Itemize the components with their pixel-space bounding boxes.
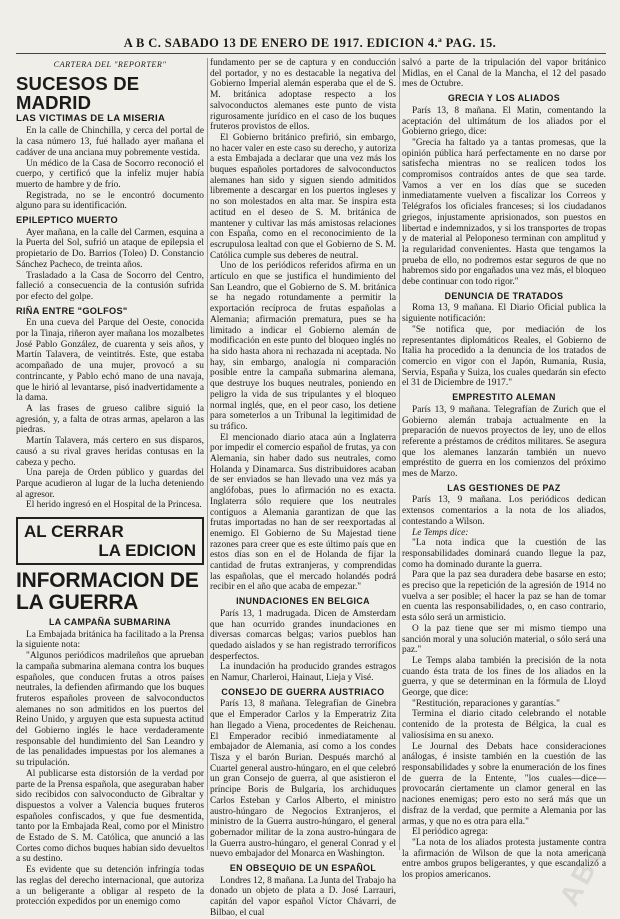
- paragraph: La Embajada británica ha facilitado a la Prensa la siguiente nota:: [16, 629, 204, 651]
- paragraph: Londres 12, 8 mañana. La Junta del Trabajo ha donado un objeto de plata a D. José Larrauri, capitán del vapor español Víctor Chávarri, de Bilbao, el cual: [210, 875, 397, 918]
- page-masthead: A B C. SABADO 13 DE ENERO DE 1917. EDICION 4.ª PAG. 15.: [123, 36, 497, 50]
- paragraph: Le Journal des Debats hace consideraciones análogas, é insiste también en la cuestión de las responsabilidades y sobre la enumeración de los fines de guerra de la Entente, "los cuales—dice—provocarán ciertamente un clamor general en las naciones enemigas; pero esto no será más que un disfraz de la verdad, que permite a Alemania por las armas, y que no es otra para ella.": [402, 741, 606, 827]
- abc-watermark: ABC: [553, 831, 616, 911]
- paragraph: Termina el diario citado celebrando el notable contenido de la protesta de Bélgica, la cual es valiosísima en su anexo.: [402, 709, 606, 741]
- byline: CARTERA DEL "REPORTER": [53, 60, 167, 69]
- box-line-1: AL CERRAR: [24, 522, 124, 542]
- subhead-victimas: LAS VICTIMAS DE LA MISERIA: [16, 112, 166, 124]
- paragraph: En una cueva del Parque del Oeste, conocida por la Tinaja, riñeron ayer mañana los mozalbetes José Pablo González, de cuarenta y seis años, y Martín Talavera, de veintitrés. Este, que estaba acompañado de una mujer, provocó a su contrincante, y Pablo echó mano de una navaja, que le hirió al levantarse, pisó inadvertidamente a la dama.: [16, 318, 204, 404]
- paragraph: Uno de los periódicos referidos afirma en un artículo en que se justifica el hundimiento del San Leandro, que el Gobierno de S. M. británica se ha negado rotundamente a permitir la exportación recíproca de frutas españolas a Alemania; afirmación prematura, pues se ha limitado a indicar el Gobierno alemán de modificación en este punto del bloqueo inglés no ha sido hasta ahora ni rechazada ni aceptada. No hay, sin embargo, analogía ni comparación posible entre la campaña submarina alemana, que destruye los buques neutrales, poniendo en peligro la vida de sus tripulantes y el bloqueo normal inglés, que, en el peor caso, los detiene para someterlos a un Tribunal la legitimidad de su tráfico.: [210, 261, 396, 432]
- subhead-emprestito: EMPRESTITO ALEMAN: [452, 392, 556, 403]
- masthead-rule: [16, 53, 606, 54]
- paragraph: El herido ingresó en el Hospital de la Princesa.: [26, 500, 202, 511]
- paragraph: "La nota indica que la cuestión de las responsabilidades dominará cuando llegue la paz, como ha dominado durante la guerra.: [402, 538, 606, 570]
- subhead-gestiones: LAS GESTIONES DE PAZ: [447, 482, 561, 493]
- paragraph: París 13, 9 mañana. Telegrafían de Zurich que el Gobierno alemán trabaja actualmente en la preparación de nuevos proyectos de ley, uno de ellos referente a préstamos de créditos militares. Se asegura que los alemanes lanzarán también un nuevo empréstito de guerra en los comienzos del próximo mes de Marzo.: [402, 404, 606, 480]
- subhead-denuncia: DENUNCIA DE TRATADOS: [444, 290, 564, 301]
- paragraph: Roma 13, 9 mañana. El Diario Oficial publica la siguiente notificación:: [402, 303, 606, 325]
- paragraph: Un médico de la Casa de Socorro reconoció el cuerpo, y certificó que la infeliz mujer había muerto de hambre y de frío.: [16, 158, 204, 190]
- paragraph: A las frases de grueso calibre siguió la agresión, y, a falta de otras armas, apelaron a las piedras.: [16, 403, 204, 436]
- paragraph: "Restitución, reparaciones y garantías.": [412, 698, 560, 709]
- paragraph: "Se notifica que, por mediación de los representantes diplomáticos Reales, el Gobierno de Italia ha procedido a la denuncia de los tratados de comercio en vigor con el Japón, Rumania, Rusia, Servia, España y Suiza, los cuales quedarán sin efecto el 31 de Diciembre de 1917.": [402, 324, 606, 389]
- paragraph: París 13, 8 mañana. El Matin, comentando la aceptación del ultimátum de los aliados por el Gobierno griego, dice:: [402, 105, 606, 138]
- paragraph: El Gobierno británico prefirió, sin embargo, no hacer valer en este caso su derecho, y autoriza a esta Embajada a declarar que una vez más los buques españoles portadores de salvoconductos alemanes han sido y siguen siendo admitidos libremente a descargar en los puertos ingleses y no son molestados en alta mar. Se inspira esta actitud en el deseo de S. M. británica de mantener y cultivar las más amistosas relaciones con España, como en el reconocimiento de la escrupulosa lealtad con que el Gobierno de S. M. Católica cumple sus deberes de neutral.: [210, 132, 396, 261]
- paragraph: París 13, 1 madrugada. Dicen de Amsterdam que han ocurrido grandes inundaciones en diversas comarcas belgas; varios pueblos han quedado aislados y se han registrado terroríficos desperfectos.: [210, 608, 396, 662]
- subhead-epileptico: EPILEPTICO MUERTO: [16, 215, 118, 226]
- column-divider: [207, 58, 208, 850]
- paragraph: Una pareja de Orden público y guardas del Parque acudieron al lugar de la lucha deteniendo al agresor.: [16, 468, 204, 500]
- paragraph: salvó a parte de la tripulación del vapor británico Midlas, en el Canal de la Mancha, el 12 del pasado mes de Octubre.: [402, 58, 606, 90]
- column-divider: [399, 58, 400, 850]
- box-line-2: LA EDICION: [98, 541, 196, 561]
- paragraph: Ayer mañana, en la calle del Carmen, esquina a la Puerta del Sol, sufrió un ataque de epilepsia el propietario de Do. Barrios (Toleo) D. Constancio Sánchez Pacheco, de treinta años.: [16, 227, 204, 270]
- paragraph: fundamento per se de captura y en conducción del portador, y no es destacable la negativa del Gobierno Imperial alemán esperaba que el de S. M. británica adoptase respecto a los salvoconductos alemanes este punto de vista rigurosamente jurídico en el caso de los buques fruteros provistos de ellos.: [210, 58, 396, 133]
- paragraph: Es evidente que su detención infringía todas las reglas del derecho internacional, que autoriza a un beligerante a obligar al respeto de la protección expedidos por un enemigo como: [16, 865, 204, 908]
- paragraph: O la paz tiene que ser mi mismo tiempo una sanción moral y una solución material, o sólo será una paz.": [402, 623, 606, 656]
- paragraph: En la calle de Chinchilla, y cerca del portal de la casa número 13, fué hallado ayer mañana el cadáver de una anciana muy pobremente vestida.: [16, 126, 204, 158]
- paragraph: El periódico agrega:: [412, 827, 489, 838]
- subhead-obsequio: EN OBSEQUIO DE UN ESPAÑOL: [229, 863, 377, 874]
- subhead-campana: LA CAMPAÑA SUBMARINA: [48, 617, 172, 628]
- subhead-rina: RIÑA ENTRE "GOLFOS": [16, 305, 128, 316]
- paragraph: "Algunos periódicos madrileños que aprueban la campaña submarina alemana contra los buques españoles, que conducen frutas a otros países neutrales, la defienden afirmando que los buques fruteros españoles proveen de salvoconductos alemanes no son admitidos en los puertos del Reino Unido, y arguyen que esta supuesta actitud del Gobierno inglés le hace verdaderamente responsable del hundimiento del San Leandro y de las penalidades impuestas por los alemanes a su tripulación.: [16, 651, 204, 769]
- paragraph: París 13, 8 mañana. Telegrafían de Ginebra que el Emperador Carlos y la Emperatriz Zita han llegado a Viena, procedentes de Reichenau. El Emperador recibió inmediatamente al embajador de Alemania, así como a los condes Tisza y el barón Burian. Después marchó al Cuartel general austro-húngaro, en el que celebró un gran Consejo de guerra, al que asistieron el príncipe Boris de Bulgaria, los archiduques Carlos Esteban y Carlos Alberto, el ministro austro-húngaro de Negocios Extranjeros, el ministro de la Guerra austro-húngaro, el general gobernador militar de la zona austro-húngara de la Guerra austro-húngaro, el general Conrad y el nuevo embajador del Monarca en Washington.: [210, 699, 396, 860]
- section-title-sucesos: SUCESOS DE MADRID: [16, 72, 140, 113]
- section-title-guerra: INFORMACION DE LA GUERRA: [16, 569, 199, 615]
- column-2: [210, 58, 397, 918]
- paragraph: La inundación ha producido grandes estragos en Namur, Charleroi, Hainaut, Lieja y Visé.: [210, 662, 396, 684]
- paragraph: Para que la paz sea duradera debe basarse en esto; es preciso que la repetición de la agresión de 1914 no vuelva a ser posible; el hacer la paz se han de tomar en cuenta las responsabilidades, o, en caso contrario, esta sólo será un armisticio.: [402, 570, 606, 624]
- paragraph: El mencionado diario ataca aún a Inglaterra por impedir el comercio español de frutas, ya con Alemania, sin haber dado sus neutrales, como Holanda y Dinamarca. Sus distribuidores acaban de ser enviados se han llevado una vez más ya anglófobas, pues lo afirmación no es exacta. Inglaterra sólo requiere que los neutrales contiguos a Alemania garantizan de que las frutas importadas no han de ser reexportadas al enemigo. El Gobierno de Su Majestad tiene razones para creer que es este último país que en estos días son en el de Holanda de fijar la cantidad de frutas extranjeras, y comprendidas las españolas, que el mercado holandés podrá recibir en el año que acaba de empezar.": [210, 432, 396, 593]
- paragraph: París 13, 9 mañana. Los periódicos dedican extensos comentarios a la nota de los aliados, contestando a Wilson.: [402, 495, 606, 527]
- column-1: [16, 58, 204, 908]
- paragraph: Trasladado a la Casa de Socorro del Centro, falleció a consecuencia de la contusión sufrida por efecto del golpe.: [16, 270, 204, 302]
- paragraph: Le Temps alaba también la precisión de la nota cuando ésta trata de los fines de los aliados en la guerra, y que se determinan en la fórmula de Lloyd George, que dice:: [402, 655, 606, 699]
- paragraph: Martín Talavera, más certero en sus disparos, causó a su rival graves heridas contusas en la cabeza y pecho.: [16, 436, 204, 468]
- paragraph: "Grecia ha faltado ya a tantas promesas, que la opinión pública hará perfectamente en no darse por satisfecha mientras no se realicen todos los compromisos contraídos antes de que sea tarde. Vamos a ver en los días que se suceden inmediatamente vuelven a fiscalizar los Correos y Telégrafos los oficiales franceses; si los ciudadanos griegos, injustamente aprisionados, son puestos en libertad e indemnizados, y si los transportes de tropas y de material al Peloponeso terminan con amplitud y la regularidad convenientes. Hasta que tengamos la prueba de ello, no podremos estar seguros de que no habremos sido por engañados una vez más, el bloqueo debe continuar con todo rigor.": [402, 137, 606, 288]
- subhead-consejo: CONSEJO DE GUERRA AUSTRIACO: [221, 686, 385, 697]
- subhead-grecia: GRECIA Y LOS ALIADOS: [447, 93, 561, 104]
- subhead-inundaciones: INUNDACIONES EN BELGICA: [236, 596, 370, 607]
- paragraph: Registrada, no se le encontró documento alguno para su identificación.: [16, 190, 204, 212]
- al-cerrar-box: [16, 517, 204, 565]
- paragraph: "La nota de los aliados protesta justamente contra la afirmación de Wilson de que la nota americana entre ambos grupos beligerantes, y que escandalizó a los propios americanos.: [402, 837, 606, 881]
- paragraph: Le Temps dice:: [412, 527, 469, 538]
- paragraph: Al publicarse esta distorsión de la verdad por parte de la Prensa española, que aseguraban haber sido recibidos con salvoconducto de Gibraltar y dispuestos a volver a Valencia buques fruteros españoles confiscados, y que fue desmentida, tanto por la Embajada Real, como por el Ministro de Estado de S. M. Católica, que anunció a las Cortes como dichos buques habían sido devueltos a su destino.: [16, 768, 204, 865]
